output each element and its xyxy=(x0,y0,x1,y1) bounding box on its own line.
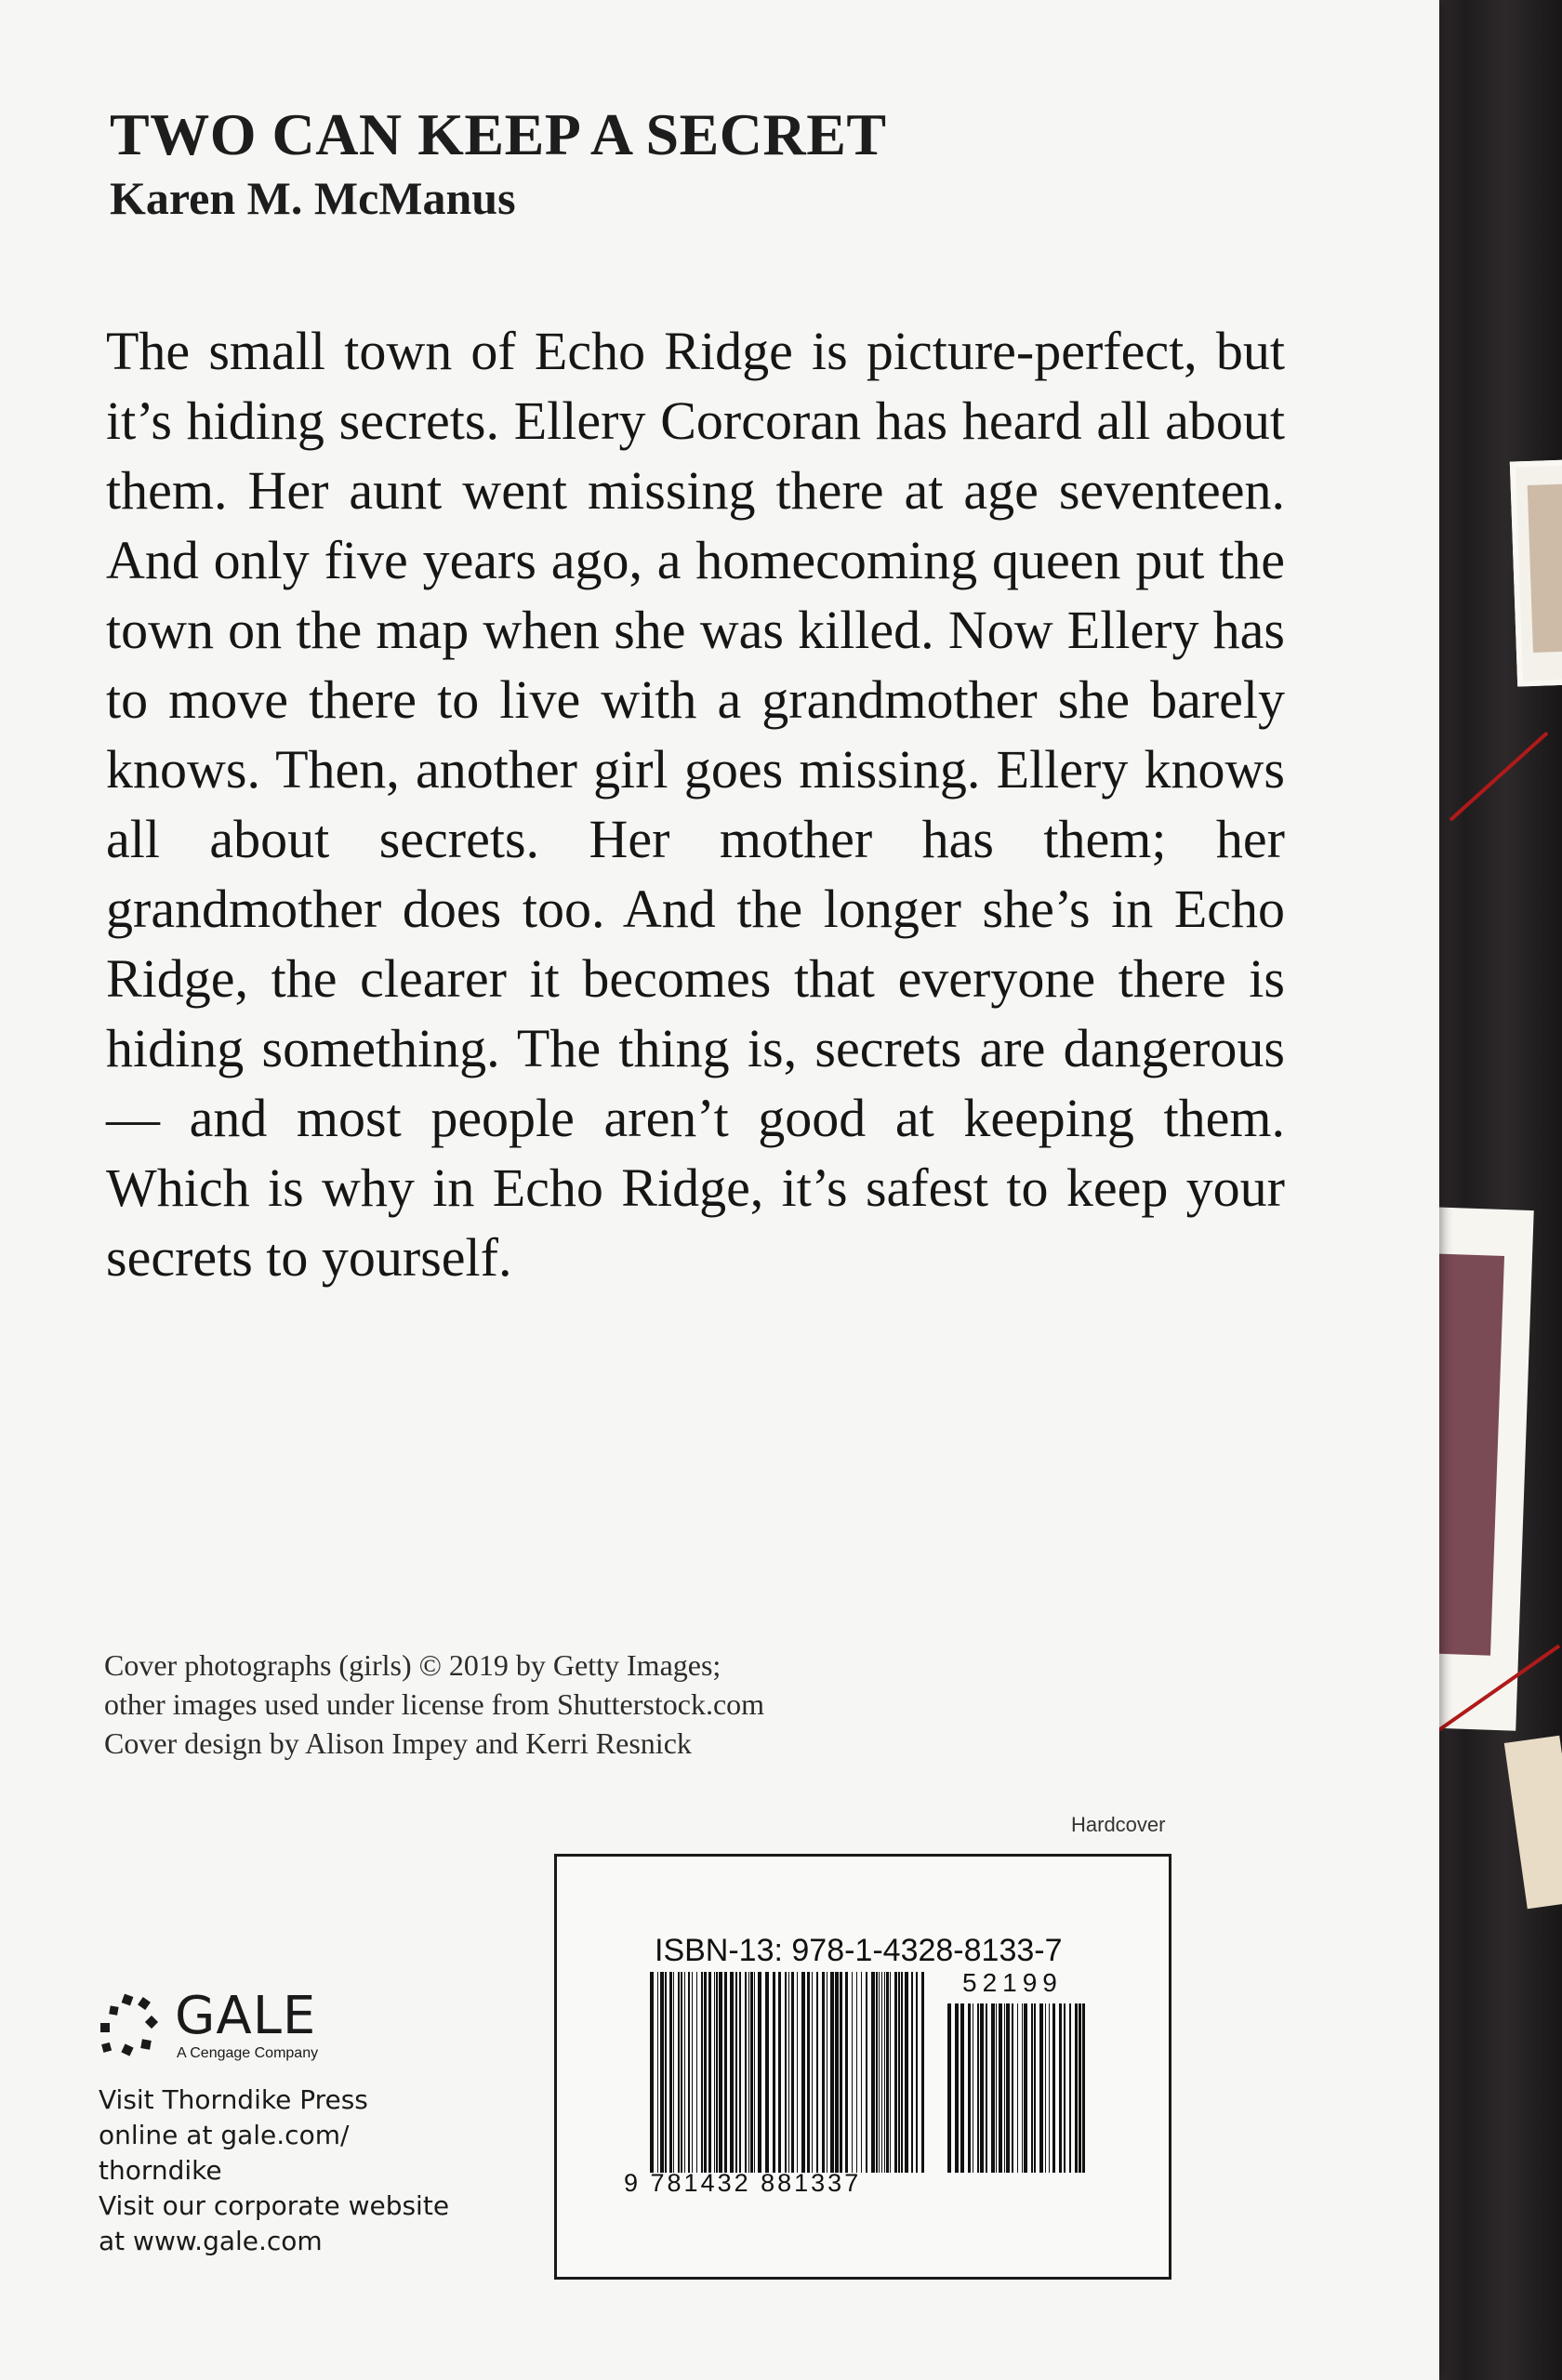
book-blurb: The small town of Echo Ridge is picture-perfect, but it’s hiding secrets. Ellery Corcoran has heard all about them. Her aunt went missing there at age seventeen. And only five years ago, a homecoming queen put the town on the map when she was killed. Now Ellery has to move there to live with a grandmother she barely knows. Then, another girl goes missing. Ellery knows all about secrets. Her mother has them; her grandmother does too. And the longer she’s in Echo Ridge, the clearer it becomes that everyone there is hiding something. The thing is, secrets are dangerous — and most people aren’t good at keeping them. Which is why in Echo Ridge, it’s safest to keep your secrets to yourself. xyxy=(106,321,1285,1288)
visit-line: at www.gale.com xyxy=(99,2226,323,2256)
book-title: TWO CAN KEEP A SECRET xyxy=(110,101,887,167)
publisher-visit-info xyxy=(99,2082,449,2259)
gale-logo xyxy=(97,1986,338,2064)
barcode-addon-icon xyxy=(947,2003,1087,2173)
barcode-digits: 9 781432 881337 xyxy=(624,2169,862,2197)
visit-line: Visit Thorndike Press xyxy=(99,2084,368,2115)
visit-line: Visit our corporate website xyxy=(99,2190,450,2221)
gale-mark-icon xyxy=(97,1993,167,2060)
polaroid-photo xyxy=(1510,458,1562,686)
isbn-label: ISBN-13: 978-1-4328-8133-7 xyxy=(655,1933,1063,1968)
publisher-tagline: A Cengage Company xyxy=(177,2045,319,2061)
visit-line: online at gale.com/ xyxy=(99,2120,350,2150)
barcode-icon xyxy=(650,1972,924,2173)
credit-line: Cover design by Alison Impey and Kerri Resnick xyxy=(104,1726,692,1760)
price-code: 52199 xyxy=(962,1968,1063,1997)
publisher-name: GALE xyxy=(175,1986,317,2046)
cover-photo-strip xyxy=(1423,0,1562,2380)
format-label: Hardcover xyxy=(1071,1813,1166,1836)
cover-credits xyxy=(104,1646,764,1763)
credit-line: Cover photographs (girls) © 2019 by Getty Images; xyxy=(104,1648,721,1682)
barcode-box xyxy=(554,1854,1172,2280)
credit-line: other images used under license from Shutterstock.com xyxy=(104,1687,765,1721)
book-author: Karen M. McManus xyxy=(110,172,516,224)
visit-line: thorndike xyxy=(99,2155,222,2186)
